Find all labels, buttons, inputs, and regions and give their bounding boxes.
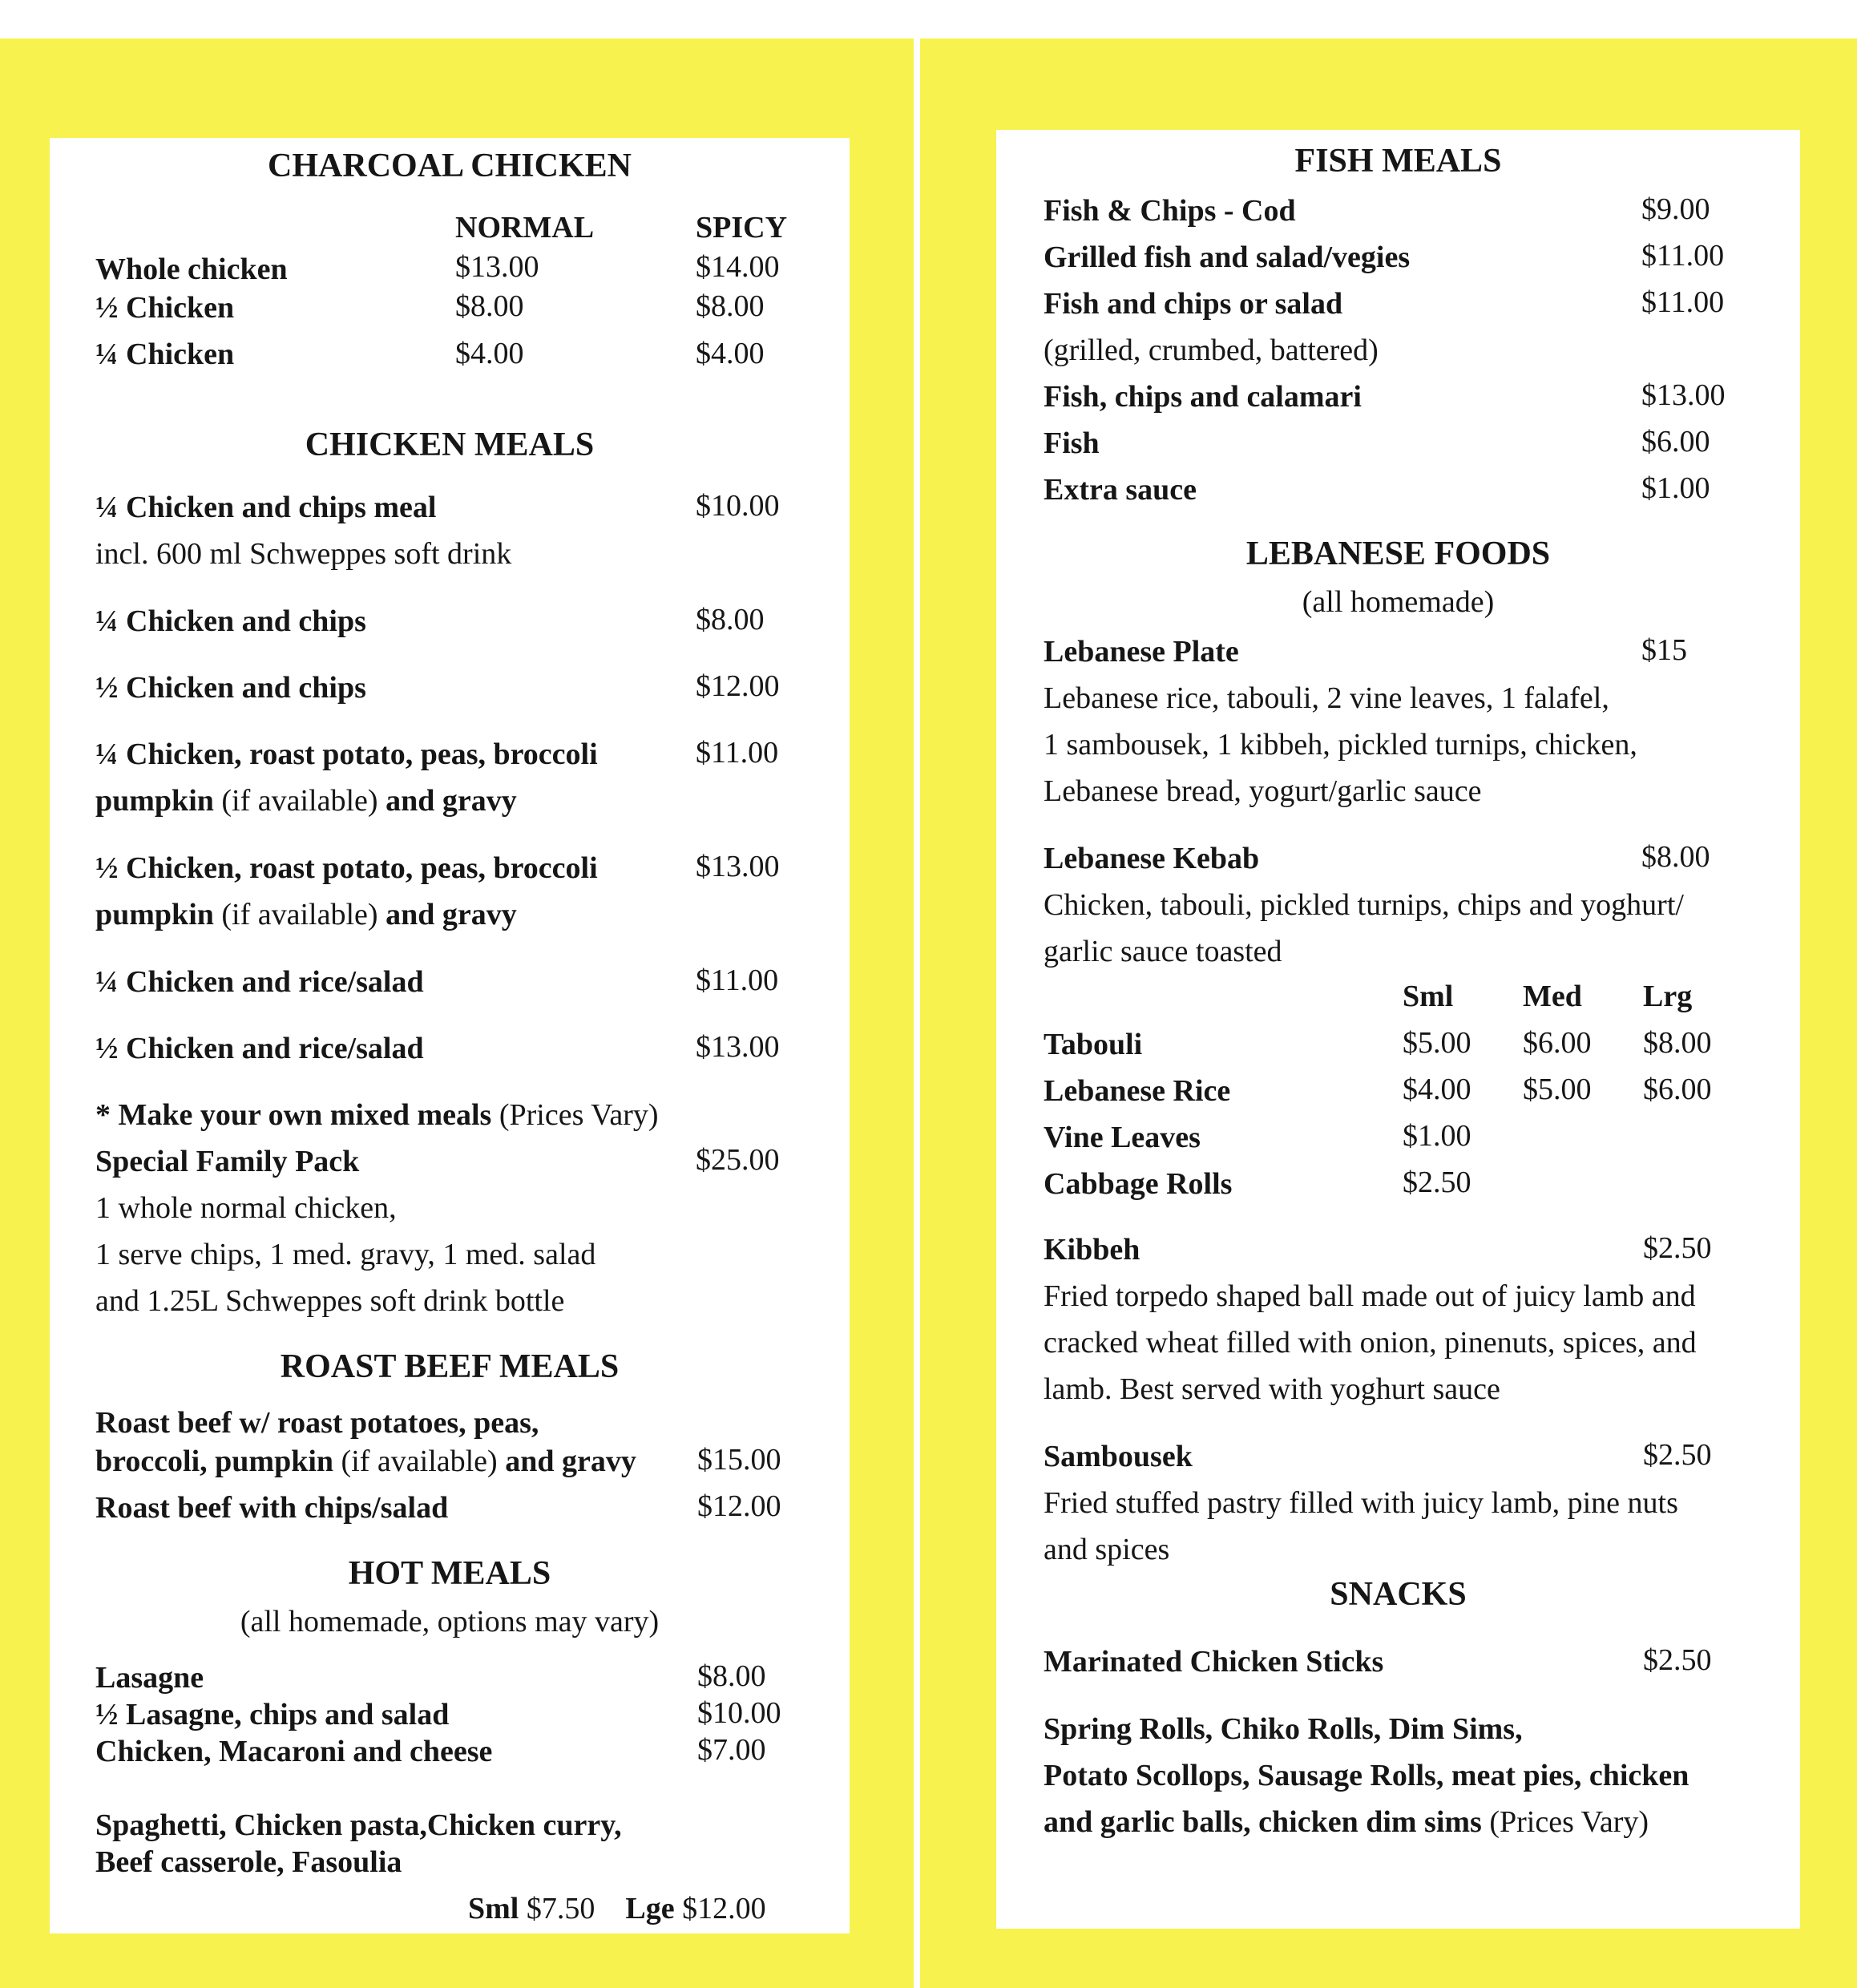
roast-beef-price: $12.00 [697,1489,781,1523]
mixed-meals-line: * Make your own mixed meals (Prices Vary) [95,1098,659,1132]
roast-beef-item-line2: broccoli, pumpkin (if available) and gravy [95,1445,636,1478]
charcoal-item-name: ½ Chicken [95,291,235,325]
chicken-sticks-price: $2.50 [1643,1643,1712,1677]
hot-meal-price: $10.00 [697,1696,781,1730]
sized-item-sml-price: $2.50 [1403,1166,1471,1199]
hot-meals-heading: HOT MEALS [348,1555,551,1592]
chicken-meals-heading: CHICKEN MEALS [305,426,595,463]
sambousek-name: Sambousek [1044,1440,1193,1473]
lebanese-foods-heading: LEBANESE FOODS [1245,535,1551,572]
chicken-meal-name: ½ Chicken and rice/salad [95,1032,424,1065]
sized-item-sml-price: $5.00 [1403,1026,1471,1060]
roast-beef-item: Roast beef with chips/salad [95,1491,449,1525]
fish-item-name: Fish and chips or salad [1044,287,1343,321]
charcoal-normal-price: $13.00 [455,250,539,284]
hot-meals-list: Spaghetti, Chicken pasta,Chicken curry, [95,1808,622,1842]
kibbeh-description: cracked wheat filled with onion, pinenuts, spices, and [1044,1326,1697,1360]
sized-item-lrg-price: $6.00 [1643,1073,1712,1106]
chicken-meal-price: $11.00 [696,736,779,770]
sized-item-name: Cabbage Rolls [1044,1167,1233,1201]
fish-item-name: Extra sauce [1044,473,1197,507]
fish-item-price: $11.00 [1641,239,1725,273]
fish-item-price: $11.00 [1641,285,1725,319]
chicken-meal-price: $13.00 [696,1030,780,1064]
charcoal-item-name: Whole chicken [95,253,288,286]
roast-beef-item-line1: Roast beef w/ roast potatoes, peas, [95,1406,539,1440]
kibbeh-price: $2.50 [1643,1231,1712,1265]
family-pack-name: Special Family Pack [95,1145,360,1178]
lebanese-plate-description: Lebanese bread, yogurt/garlic sauce [1044,774,1482,808]
sized-item-sml-price: $4.00 [1403,1073,1471,1106]
fish-item-price: $1.00 [1641,471,1710,505]
chicken-meal-price: $8.00 [696,603,765,636]
family-pack-description: 1 whole normal chicken, [95,1191,397,1225]
size-header-lrg: Lrg [1643,980,1693,1013]
fish-item-name: Fish, chips and calamari [1044,380,1362,414]
sambousek-description: Fried stuffed pastry filled with juicy lamb, pine nuts [1044,1486,1678,1520]
kibbeh-name: Kibbeh [1044,1233,1140,1267]
family-pack-description: 1 serve chips, 1 med. gravy, 1 med. salad [95,1238,596,1271]
sized-item-name: Tabouli [1044,1028,1143,1061]
chicken-meal-line2: pumpkin (if available) and gravy [95,898,517,931]
chicken-meal-name: ¼ Chicken and chips meal [95,491,437,524]
chicken-meal-description: incl. 600 ml Schweppes soft drink [95,537,512,571]
sized-item-name: Vine Leaves [1044,1121,1201,1154]
fish-item-price: $9.00 [1641,192,1710,226]
chicken-sticks-name: Marinated Chicken Sticks [1044,1645,1384,1679]
kibbeh-description: lamb. Best served with yoghurt sauce [1044,1372,1500,1406]
snacks-list: Spring Rolls, Chiko Rolls, Dim Sims, [1044,1712,1523,1746]
chicken-meal-name: ¼ Chicken, roast potato, peas, broccoli [95,737,598,771]
right-menu-card [996,130,1800,1929]
fish-cooking-note: (grilled, crumbed, battered) [1044,333,1379,367]
hot-meal-price: $8.00 [697,1659,766,1693]
lebanese-kebab-name: Lebanese Kebab [1044,842,1260,875]
lebanese-kebab-description: Chicken, tabouli, pickled turnips, chips and yoghurt/ [1044,888,1684,922]
sized-item-lrg-price: $8.00 [1643,1026,1712,1060]
roast-beef-price: $15.00 [697,1443,781,1477]
lebanese-kebab-price: $8.00 [1641,840,1710,874]
charcoal-normal-price: $4.00 [455,337,524,370]
hot-meals-size-prices: Sml $7.50 Lge $12.00 [468,1892,766,1925]
snacks-list: Potato Scollops, Sausage Rolls, meat pies, chicken [1044,1759,1689,1792]
fish-item-name: Grilled fish and salad/vegies [1044,240,1411,274]
chicken-meal-price: $12.00 [696,669,780,703]
chicken-meal-price: $11.00 [696,964,779,997]
fish-item-price: $13.00 [1641,378,1726,412]
chicken-meal-name: ¼ Chicken and rice/salad [95,965,424,999]
fish-item-price: $6.00 [1641,425,1710,459]
family-pack-description: and 1.25L Schweppes soft drink bottle [95,1284,565,1318]
family-pack-price: $25.00 [696,1143,780,1177]
hot-meal-name: Chicken, Macaroni and cheese [95,1735,493,1768]
hot-meal-name: ½ Lasagne, chips and salad [95,1698,450,1731]
sambousek-price: $2.50 [1643,1438,1712,1472]
lebanese-plate-description: 1 sambousek, 1 kibbeh, pickled turnips, chicken, [1044,728,1637,762]
kibbeh-description: Fried torpedo shaped ball made out of juicy lamb and [1044,1279,1696,1313]
lebanese-plate-description: Lebanese rice, tabouli, 2 vine leaves, 1 falafel, [1044,681,1609,715]
lebanese-plate-name: Lebanese Plate [1044,635,1239,669]
chicken-meal-price: $13.00 [696,850,780,883]
lebanese-plate-price: $15 [1641,633,1687,667]
chicken-meal-name: ¼ Chicken and chips [95,604,366,638]
chicken-meal-line2: pumpkin (if available) and gravy [95,784,517,818]
hot-meals-subtitle: (all homemade, options may vary) [240,1605,660,1638]
charcoal-spicy-price: $8.00 [696,289,765,323]
sized-item-med-price: $6.00 [1523,1026,1592,1060]
size-header-med: Med [1523,980,1582,1013]
sambousek-description: and spices [1044,1533,1170,1566]
fish-item-name: Fish [1044,426,1100,460]
roast-beef-heading: ROAST BEEF MEALS [280,1348,620,1385]
fish-item-name: Fish & Chips - Cod [1044,194,1296,228]
sized-item-med-price: $5.00 [1523,1073,1592,1106]
lebanese-foods-subtitle: (all homemade) [1302,585,1495,619]
size-header-sml: Sml [1403,980,1454,1013]
snacks-heading: SNACKS [1330,1576,1467,1613]
chicken-meal-name: ½ Chicken and chips [95,671,366,705]
normal-column-header: NORMAL [455,211,595,244]
left-menu-card [50,138,850,1933]
sized-item-sml-price: $1.00 [1403,1119,1471,1153]
fish-meals-heading: FISH MEALS [1294,143,1502,180]
charcoal-item-name: ¼ Chicken [95,337,235,371]
charcoal-normal-price: $8.00 [455,289,524,323]
spicy-column-header: SPICY [696,211,788,244]
snacks-list: and garlic balls, chicken dim sims (Prices Vary) [1044,1805,1649,1839]
hot-meal-name: Lasagne [95,1661,204,1695]
lebanese-kebab-description: garlic sauce toasted [1044,935,1282,968]
charcoal-chicken-heading: CHARCOAL CHICKEN [268,147,632,184]
sized-item-name: Lebanese Rice [1044,1074,1231,1108]
chicken-meal-price: $10.00 [696,489,780,523]
hot-meal-price: $7.00 [697,1733,766,1767]
chicken-meal-name: ½ Chicken, roast potato, peas, broccoli [95,851,598,885]
hot-meals-list: Beef casserole, Fasoulia [95,1845,402,1879]
charcoal-spicy-price: $4.00 [696,337,765,370]
charcoal-spicy-price: $14.00 [696,250,780,284]
